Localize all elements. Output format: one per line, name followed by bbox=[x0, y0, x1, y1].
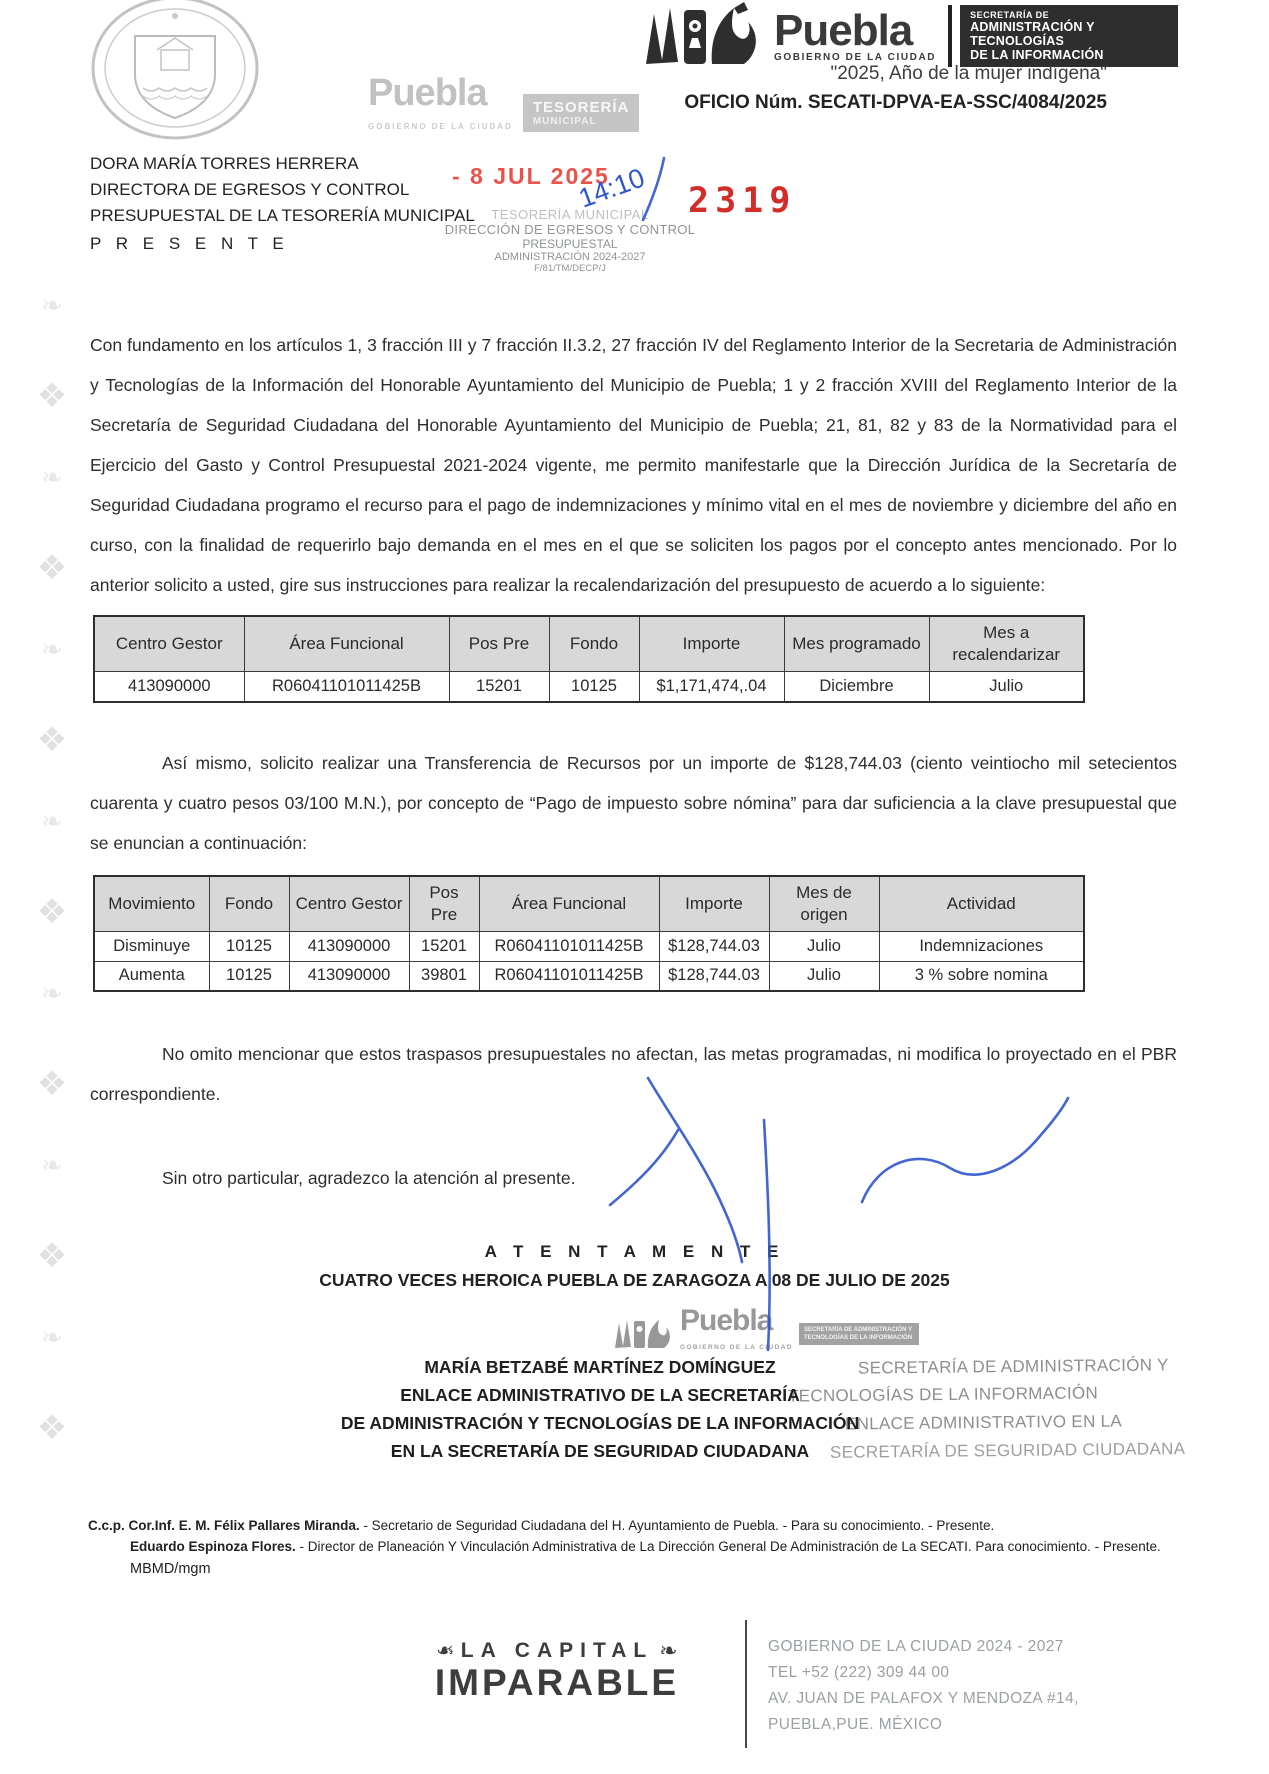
capital-imparable-logo bbox=[392, 1638, 722, 1704]
cell: 10125 bbox=[209, 961, 289, 991]
cell: 10125 bbox=[549, 672, 639, 702]
footer-contact-block bbox=[768, 1634, 1079, 1738]
cell: Julio bbox=[769, 961, 879, 991]
cell: 413090000 bbox=[289, 931, 409, 961]
stamp-secretary-box: SECRETARÍA DE ADMINISTRACIÓN Y TECNOLOGÍAS DE LA INFORMACIÓN bbox=[799, 1323, 919, 1345]
wing-left-icon: ❧ bbox=[436, 1638, 455, 1663]
col-fondo: Fondo bbox=[549, 616, 639, 672]
addressee-zone bbox=[0, 149, 1269, 289]
tesoreria-logo-stamp bbox=[368, 72, 639, 144]
col-importe: Importe bbox=[659, 876, 769, 932]
recalendarization-table bbox=[93, 615, 1085, 703]
handwritten-time: 14:10 bbox=[574, 162, 649, 214]
stamp-overlay-line: TECNOLOGÍAS DE LA INFORMACIÓN bbox=[787, 1383, 1099, 1406]
cell: $1,171,474,.04 bbox=[639, 672, 784, 702]
tesoreria-stamp-box: TESORERÍA MUNICIPAL bbox=[523, 94, 640, 132]
col-mes-origen: Mes de origen bbox=[769, 876, 879, 932]
year-motto: "2025, Año de la mujer indígena" bbox=[830, 63, 1107, 84]
imparable-text: IMPARABLE bbox=[434, 1662, 680, 1703]
footer-address-line: AV. JUAN DE PALAFOX Y MENDOZA #14, bbox=[768, 1690, 1079, 1707]
ccp-line-2: Eduardo Espinoza Flores. - Director de Planeación Y Vinculación Administrativa de La Dirección General De Administración de La SECATI. Para conocimiento. - Presente. bbox=[130, 1539, 1161, 1554]
table-row-aumenta bbox=[94, 961, 1084, 991]
cell: $128,744.03 bbox=[659, 931, 769, 961]
signer-title-3: EN LA SECRETARÍA DE SEGURIDAD CIUDADANA bbox=[390, 1441, 810, 1461]
col-pos-pre: Pos Pre bbox=[409, 876, 479, 932]
cell: Diciembre bbox=[784, 672, 929, 702]
col-importe: Importe bbox=[639, 616, 784, 672]
ccp-block bbox=[88, 1515, 1199, 1580]
cell: R06041101011425B bbox=[479, 931, 659, 961]
signer-title-2: DE ADMINISTRACIÓN Y TECNOLOGÍAS DE LA INFORMACIÓN bbox=[340, 1413, 860, 1433]
city-crest-icon bbox=[85, 0, 265, 146]
cell: 10125 bbox=[209, 931, 289, 961]
footer-phone-line: TEL +52 (222) 309 44 00 bbox=[768, 1664, 950, 1681]
paragraph-transfer-request: Así mismo, solicito realizar una Transferencia de Recursos por un importe de $128,744.03 (ciento veintiocho mil setecientos cuarenta y cuatro pesos 03/100 M.N.), por concepto de “Pago de impuesto sobre nómina” para dar suficiencia a la clave presupuestal que se enuncian a continuación: bbox=[90, 752, 1177, 853]
table-header-row bbox=[94, 616, 1084, 672]
footer-government-line: GOBIERNO DE LA CIUDAD 2024 - 2027 bbox=[768, 1638, 1064, 1655]
transfer-table bbox=[93, 875, 1085, 993]
addressee-name: DORA MARÍA TORRES HERRERA bbox=[90, 154, 359, 173]
col-pos-pre: Pos Pre bbox=[449, 616, 549, 672]
wing-right-icon: ❧ bbox=[659, 1638, 678, 1663]
addressee-title-2: PRESUPUESTAL DE LA TESORERÍA MUNICIPAL bbox=[90, 206, 475, 225]
signer-title-1: ENLACE ADMINISTRATIVO DE LA SECRETARÍA bbox=[400, 1385, 800, 1405]
puebla-emblem-small-icon bbox=[612, 1314, 676, 1354]
atentamente-heading: A T E N T A M E N T E bbox=[484, 1242, 785, 1261]
cell: 413090000 bbox=[289, 961, 409, 991]
col-mes-programado: Mes programado bbox=[784, 616, 929, 672]
stamp-overlay-line: SECRETARÍA DE ADMINISTRACIÓN Y bbox=[857, 1355, 1169, 1378]
table-header-row bbox=[94, 876, 1084, 932]
col-movimiento: Movimiento bbox=[94, 876, 209, 932]
ccp-line-1: C.c.p. Cor.Inf. E. M. Félix Pallares Miranda. - Secretario de Seguridad Ciudadana del H. Ayuntamiento de Puebla. - Para su conocimiento. - Presente. bbox=[88, 1518, 995, 1533]
signature-zone bbox=[0, 1291, 1269, 1509]
stamp-overlay-line: SECRETARÍA DE SEGURIDAD CIUDADANA bbox=[829, 1439, 1186, 1462]
puebla-emblem-icon bbox=[640, 0, 768, 72]
brand-subtitle: GOBIERNO DE LA CIUDAD bbox=[774, 51, 937, 63]
cell: Julio bbox=[769, 931, 879, 961]
paragraph-farewell: Sin otro particular, agradezco la atención al presente. bbox=[162, 1168, 576, 1188]
cell: 3 % sobre nomina bbox=[879, 961, 1084, 991]
cell: Julio bbox=[929, 672, 1084, 702]
header bbox=[0, 0, 1269, 145]
addressee-title-1: DIRECTORA DE EGRESOS Y CONTROL bbox=[90, 180, 410, 199]
brand-divider bbox=[948, 5, 952, 67]
paragraph-legal-basis: Con fundamento en los artículos 1, 3 fracción III y 7 fracción II.3.2, 27 fracción IV del Reglamento Interior de la Secretaria de Administración y Tecnologías de la Información del Honorable Ayuntamiento del Municipio de Puebla; 1 y 2 fracción XVIII del Reglamento Interior de la Secretaría de Seguridad Ciudadana del Honorable Ayuntamiento del Municipio de Puebla; 21, 81, 82 y 83 de la Normatividad para el Ejercicio del Gasto y Control Presupuestal 2021-2024 vigente, me permito manifestarle que la Dirección Jurídica de la Secretaría de Seguridad Ciudadana programo el recurso para el pago de indemnizaciones y mínimo vital en el mes de noviembre y diciembre del año en curso, con la finalidad de requerirlo bajo demanda en el mes en el que se soliciten los pagos por el concepto antes mencionado. Por lo anterior solicito a usted, gire sus instrucciones para realizar la recalendarización del presupuesto de acuerdo a lo siguiente: bbox=[90, 335, 1177, 595]
cell: 39801 bbox=[409, 961, 479, 991]
col-area-funcional: Área Funcional bbox=[479, 876, 659, 932]
col-mes-recalendarizar: Mes a recalendarizar bbox=[929, 616, 1084, 672]
table-row bbox=[94, 672, 1084, 702]
cell: Aumenta bbox=[94, 961, 209, 991]
signer-block bbox=[0, 1353, 1200, 1465]
cell: 413090000 bbox=[94, 672, 244, 702]
cell: $128,744.03 bbox=[659, 961, 769, 991]
stamp-overlay-line: ENLACE ADMINISTRATIVO EN LA bbox=[844, 1411, 1123, 1434]
col-centro-gestor: Centro Gestor bbox=[289, 876, 409, 932]
paragraph-no-impact: No omito mencionar que estos traspasos presupuestales no afectan, las metas programadas, ni modifica lo proyectado en el PBR correspondiente. bbox=[90, 1044, 1177, 1104]
folio-number-stamp: 2319 bbox=[688, 181, 797, 221]
cell: 15201 bbox=[449, 672, 549, 702]
oficio-number: OFICIO Núm. SECATI-DPVA-EA-SSC/4084/2025 bbox=[684, 92, 1107, 113]
table-row-disminuye bbox=[94, 931, 1084, 961]
signer-name: MARÍA BETZABÉ MARTÍNEZ DOMÍNGUEZ bbox=[424, 1357, 776, 1377]
secretary-box: SECRETARÍA DE ADMINISTRACIÓN Y TECNOLOGÍAS DE LA INFORMACIÓN bbox=[960, 5, 1178, 67]
brand-name: Puebla bbox=[774, 5, 913, 55]
cell: Disminuye bbox=[94, 931, 209, 961]
addressee-presente: P R E S E N T E bbox=[90, 234, 289, 253]
col-fondo: Fondo bbox=[209, 876, 289, 932]
capital-text: LA CAPITAL bbox=[460, 1639, 654, 1662]
ccp-initials: MBMD/mgm bbox=[130, 1561, 211, 1577]
addressee-block bbox=[90, 151, 475, 257]
cell: 15201 bbox=[409, 931, 479, 961]
col-centro-gestor: Centro Gestor bbox=[94, 616, 244, 672]
cell: R06041101011425B bbox=[244, 672, 449, 702]
cell: Indemnizaciones bbox=[879, 931, 1084, 961]
col-area-funcional: Área Funcional bbox=[244, 616, 449, 672]
puebla-brand bbox=[640, 0, 1178, 72]
footer-city-line: PUEBLA,PUE. MÉXICO bbox=[768, 1716, 943, 1733]
faded-brand-text: Puebla GOBIERNO DE LA CIUDAD bbox=[368, 72, 513, 131]
footer bbox=[0, 1614, 1269, 1774]
cell: R06041101011425B bbox=[479, 961, 659, 991]
brand-text bbox=[774, 5, 937, 63]
col-actividad: Actividad bbox=[879, 876, 1084, 932]
stamp-brand-text: Puebla GOBIERNO DE LA CIUDAD bbox=[680, 1304, 793, 1351]
received-date-stamp: - 8 JUL 2025 bbox=[452, 163, 610, 189]
place-and-date: CUATRO VECES HEROICA PUEBLA DE ZARAGOZA A 08 DE JULIO DE 2025 bbox=[319, 1270, 950, 1290]
footer-divider bbox=[745, 1620, 747, 1748]
received-office-stamp: TESORERÍA MUNICIPAL DIRECCIÓN DE EGRESOS Y CONTROL PRESUPUESTAL ADMINISTRACIÓN 2024-2027 F/81/TM/DECP/J bbox=[444, 207, 696, 274]
